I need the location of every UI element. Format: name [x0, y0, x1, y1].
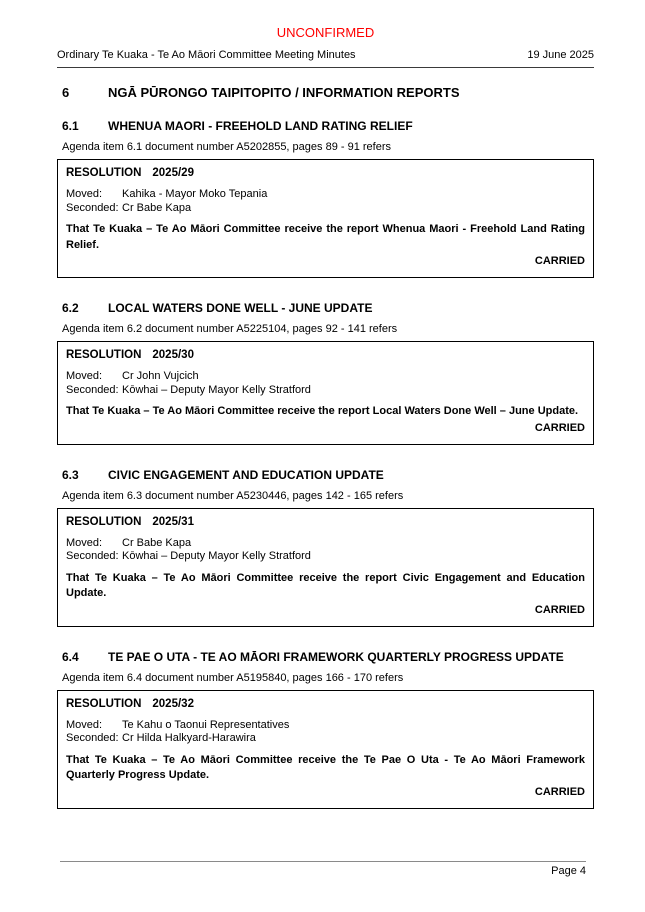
- item-number: 6.3: [62, 467, 79, 482]
- section-heading: [57, 85, 594, 100]
- agenda-reference: Agenda item 6.3 document number A5230446, pages 142 - 165 refers: [62, 489, 404, 502]
- seconded-name: Kōwhai – Deputy Mayor Kelly Stratford: [122, 383, 311, 396]
- section-title: NGĀ PŪRONGO TAIPITOPITO / INFORMATION REPORTS: [108, 85, 460, 100]
- moved-row: [66, 188, 585, 202]
- resolution-title: [66, 167, 585, 180]
- seconded-name: Cr Hilda Halkyard-Harawira: [122, 732, 256, 744]
- item-heading: [57, 650, 594, 664]
- moved-name: Cr John Vujcich: [122, 370, 199, 382]
- outcome-label: CARRIED: [534, 603, 585, 616]
- seconded-label: Seconded:: [66, 383, 119, 396]
- resolution-label: RESOLUTION: [66, 167, 142, 179]
- resolution-label: RESOLUTION: [66, 349, 142, 361]
- motion-text: That Te Kuaka – Te Ao Māori Committee receive the report Local Waters Done Well – June Update.: [66, 405, 579, 417]
- movers-block: [66, 719, 585, 746]
- outcome-label: CARRIED: [534, 421, 585, 434]
- item-heading: [57, 119, 594, 133]
- outcome-label: CARRIED: [534, 785, 585, 798]
- agenda-reference: Agenda item 6.4 document number A5195840, pages 166 - 170 refers: [62, 671, 404, 684]
- movers-block: [66, 188, 585, 215]
- resolution-code: 2025/31: [152, 515, 194, 528]
- seconded-row: [66, 550, 585, 564]
- resolution-title: [66, 349, 585, 362]
- movers-block: [66, 537, 585, 564]
- resolution-box: [57, 341, 594, 445]
- item-title: WHENUA MAORI - FREEHOLD LAND RATING RELIEF: [108, 119, 413, 133]
- resolution-code: 2025/29: [152, 167, 194, 179]
- resolution-title: [66, 698, 585, 711]
- resolution-box: [57, 508, 594, 627]
- moved-label: Moved:: [66, 718, 103, 731]
- unconfirmed-watermark: UNCONFIRMED: [276, 25, 375, 40]
- item-number: 6.4: [62, 649, 79, 664]
- moved-row: [66, 537, 585, 551]
- resolution-title: [66, 516, 585, 529]
- item-heading: [57, 301, 594, 315]
- item-number: 6.1: [62, 119, 79, 133]
- moved-row: [66, 370, 585, 384]
- header-document-title: Ordinary Te Kuaka - Te Ao Māori Committee Meeting Minutes: [57, 49, 356, 61]
- header-date: 19 June 2025: [527, 49, 594, 61]
- seconded-row: [66, 732, 585, 746]
- item-title: TE PAE O UTA - TE AO MĀORI FRAMEWORK QUARTERLY PROGRESS UPDATE: [108, 649, 564, 664]
- agenda-item-6-2: [57, 301, 594, 445]
- moved-name: Te Kahu o Taonui Representatives: [122, 718, 290, 731]
- resolution-box: [57, 159, 594, 278]
- page-number: Page 4: [551, 865, 586, 877]
- resolution-box: [57, 690, 594, 809]
- item-number: 6.2: [62, 301, 79, 315]
- motion-text: That Te Kuaka – Te Ao Māori Committee receive the report Civic Engagement and Education Update.: [66, 571, 585, 599]
- seconded-label: Seconded:: [66, 732, 119, 744]
- item-title: LOCAL WATERS DONE WELL - JUNE UPDATE: [108, 301, 373, 315]
- page-footer: [60, 861, 586, 878]
- item-title: CIVIC ENGAGEMENT AND EDUCATION UPDATE: [108, 467, 384, 482]
- moved-name: Cr Babe Kapa: [122, 536, 192, 549]
- seconded-row: [66, 202, 585, 216]
- motion-text: That Te Kuaka – Te Ao Māori Committee receive the report Whenua Maori - Freehold Land Rating Relief.: [66, 223, 585, 251]
- seconded-row: [66, 384, 585, 398]
- resolution-code: 2025/32: [152, 697, 194, 710]
- agenda-reference: Agenda item 6.2 document number A5225104, pages 92 - 141 refers: [62, 323, 398, 335]
- resolution-label: RESOLUTION: [66, 697, 142, 710]
- agenda-item-6-4: [57, 650, 594, 809]
- movers-block: [66, 370, 585, 397]
- moved-row: [66, 719, 585, 733]
- page-header: [57, 48, 594, 68]
- item-heading: [57, 468, 594, 482]
- seconded-label: Seconded:: [66, 550, 119, 562]
- motion-text: That Te Kuaka – Te Ao Māori Committee receive the Te Pae O Uta - Te Ao Māori Framework Quarterly Progress Update.: [66, 753, 585, 781]
- seconded-label: Seconded:: [66, 201, 119, 214]
- agenda-item-6-1: [57, 119, 594, 278]
- seconded-name: Kōwhai – Deputy Mayor Kelly Stratford: [122, 550, 311, 562]
- agenda-reference: Agenda item 6.1 document number A5202855, pages 89 - 91 refers: [62, 141, 391, 153]
- outcome-label: CARRIED: [534, 255, 585, 267]
- resolution-code: 2025/30: [152, 349, 194, 361]
- seconded-name: Cr Babe Kapa: [122, 201, 192, 214]
- moved-label: Moved:: [66, 370, 103, 382]
- moved-name: Kahika - Mayor Moko Tepania: [122, 188, 268, 200]
- agenda-item-6-3: [57, 468, 594, 627]
- section-number: 6: [62, 85, 70, 100]
- moved-label: Moved:: [66, 536, 103, 549]
- moved-label: Moved:: [66, 188, 103, 200]
- resolution-label: RESOLUTION: [66, 515, 142, 528]
